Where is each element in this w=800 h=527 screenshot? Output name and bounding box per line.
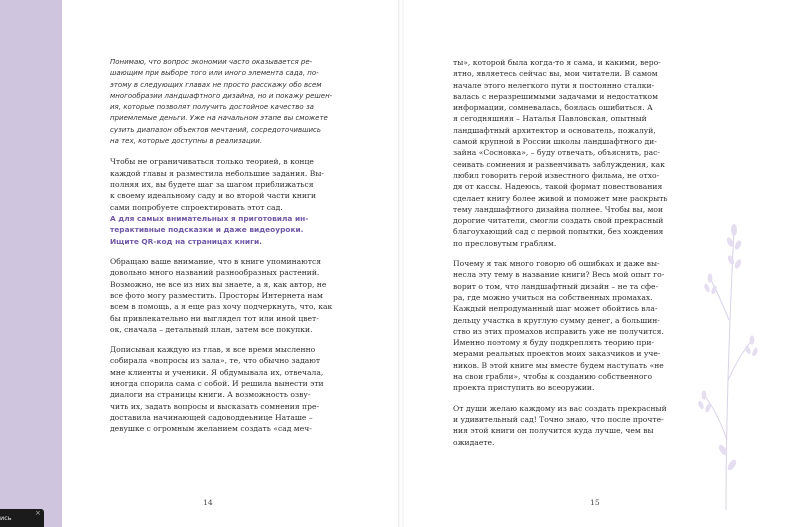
left-text-column bbox=[110, 57, 355, 435]
paragraph: От души желаю каждому из вас создать прекрасный и удивительный сад! Точно знаю, что после прочте- ния этой книги он получится куда лучше, чем вы ожидаете. bbox=[453, 403, 667, 447]
lavender-sprig-illustration bbox=[690, 190, 760, 510]
book-spine-gutter bbox=[398, 0, 404, 527]
paragraph: Почему я так много говорю об ошибках и даже вы- несла эту тему в название книги? Весь мой опыт го- ворит о том, что ландшафтный дизайн – не та сфе- ра, где можно учиться на собственных промахах. Каждый непродуманный шаг может обойтись вла- дельцу участка в круглую сумму денег, а большин- ство из этих промахов исправить уже не получится. Именно поэтому я буду подкреплять теорию при- мерами реальных проектов моих заказчиков и уче- ников. В этой книге мы вместе будем наступать «не на свои грабли», чтобы к созданию собственного проекта приступить во всеоружии. bbox=[453, 259, 665, 393]
paragraph: Обращаю ваше внимание, что в книге упоминаются довольно много названий разнообразных растений. Возможно, не все из них вы знаете, а я, как автор, не все фото могу разместить. Просторы Интернета нам всем в помощь, а я еще раз хочу подчеркнуть, что, как бы привлекательно ни выглядел тот или иной цвет- ок, сначала – детальный план, затем все покупки. bbox=[110, 257, 333, 334]
close-icon[interactable]: × bbox=[35, 509, 41, 517]
paragraph: ты», которой была когда-то я сама, и какими, веро- ятно, являетесь сейчас вы, мои читатели. В самом начале этого нелегкого пути я постоянно сталки- валась с неразрешимыми задачами и недостатком информации, сомневалась, боялась ошибиться. А я сегодняшняя – Наталья Павловская, опытный ландшафтный архитектор и основатель, пожалуй, самой крупной в России школы ландшафтного ди- зайна «Сосновка», – буду отвечать, объяснять, рас- сеивать сомнения и развенчивать заблуждения, как любил говорить герой известного фильма, не отхо- дя от кассы. Надеюсь, такой формат повествования сделает книгу более живой и поможет мне раскрыть тему ландшафтного дизайна полнее. Чтобы вы, мои дорогие читатели, смогли создать свой прекрасный благоухающий сад с первой попытки, без хождения по пресловутым граблям. bbox=[453, 58, 668, 248]
cover-edge bbox=[0, 0, 62, 527]
paragraph: Дописывая каждую из глав, я все время мысленно собирала «вопросы из зала», те, что обычно задают мне клиенты и ученики. Я обдумывала их, отвечала, иногда спорила сама с собой. И решила вынести эти диалоги на страницы книги. А возможность озву- чить их, задать вопросы и высказать сомнения пре- доставила начинающей садоводдеьнице Наташе – девушке с огромным желанием создать «сад меч- bbox=[110, 345, 324, 434]
notification-toast[interactable] bbox=[0, 509, 44, 527]
page-number-right: 15 bbox=[590, 498, 600, 507]
right-text-column bbox=[453, 57, 697, 448]
paragraph: Чтобы не ограничиваться только теорией, в конце каждой главы я разместила небольшие задания. Вы- полняя их, вы будете шаг за шагом приближаться к своему идеальному саду и во второй части книги сами попробуете спроектировать этот сад. bbox=[110, 157, 324, 212]
italic-note: Понимаю, что вопрос экономии часто оказывается ре- шающим при выборе того или иного элемента сада, по- этому в следующих главах не просто расскажу обо всем многообразии ландшафтного дизайна, но и покажу решен- ия, которые позволят получить достойное качество за приемлемые деньги. Уже на начальном этапе вы сможете сузить диапазон объектов мечтаний, сосредоточившись на тех, которые доступны в реализации. bbox=[110, 58, 333, 146]
qr-highlight-callout: А для самых внимательных я приготовила ин- терактивные подсказки и даже видеоуроки. Ищите QR-код на страницах книги. bbox=[110, 213, 309, 246]
page-number-left: 14 bbox=[203, 498, 213, 507]
toast-label: ись bbox=[0, 514, 12, 522]
